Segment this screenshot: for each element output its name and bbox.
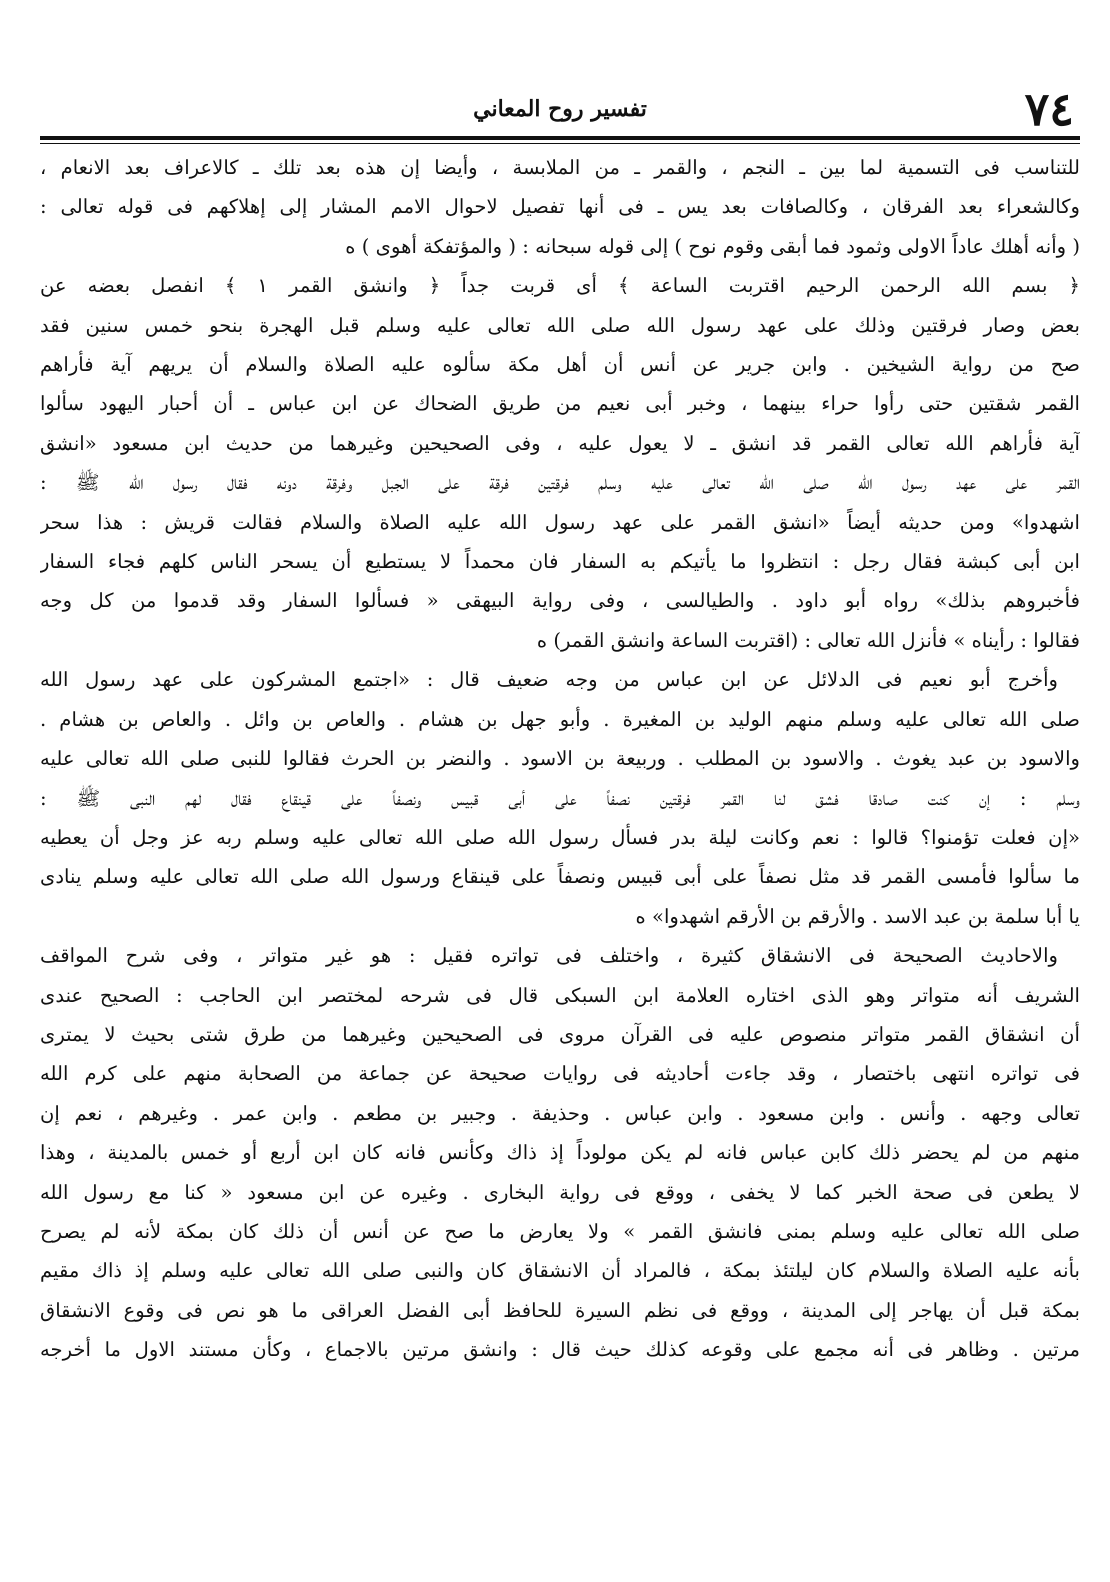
text-line: والاسود بن عبد يغوث . والاسود بن المطلب . وربيعة بن الاسود . والنضر بن الحرث فقالوا للنبى صلى الله تعالى عليه bbox=[40, 747, 1080, 771]
text-line: «إن فعلت تؤمنوا؟ قالوا : نعم وكانت ليلة بدر فسأل رسول الله صلى الله تعالى عليه وسلم ربه عز وجل أن يعطيه bbox=[40, 825, 1080, 849]
text-line: فأخبروهم بذلك» رواه أبو داود . والطيالسى ، وفى رواية البيهقى « فسألوا السفار وقد قدموا من كل وجه bbox=[40, 589, 1080, 613]
text-line: وأخرج أبو نعيم فى الدلائل عن ابن عباس من وجه ضعيف قال : «اجتمع المشركون على عهد رسول الله bbox=[40, 668, 1058, 692]
page-header bbox=[40, 78, 1080, 134]
text-line: ما سألوا فأمسى القمر قد مثل نصفاً على أبى قبيس ونصفاً على قينقاع ورسول الله صلى الله تعالى عليه وسلم ينادى bbox=[40, 865, 1080, 889]
text-line: لا يطعن فى صحة الخبر كما لا يخفى ، ووقع فى رواية البخارى . وغيره عن ابن مسعود « كنا مع رسول الله bbox=[40, 1180, 1080, 1204]
body-text bbox=[40, 148, 1080, 1370]
text-line: فقالوا : رأيناه » فأنزل الله تعالى : (اقتربت الساعة وانشق القمر) ه bbox=[536, 628, 1080, 652]
text-line: أن انشقاق القمر متواتر منصوص عليه فى القرآن مروى فى الصحيحين وغيرهما من طرق شتى بحيث لا يمترى bbox=[40, 1022, 1080, 1046]
text-line: بعض وصار فرقتين وذلك على عهد رسول الله صلى الله تعالى عليه وسلم قبل الهجرة بنحو خمس سنين فقد bbox=[40, 313, 1080, 337]
text-line: فى تواتره انتهى باختصار ، وقد جاءت أحاديثه فى روايات صحيحة عن جماعة من الصحابة منهم على كرم الله bbox=[40, 1062, 1080, 1086]
text-line: وكالشعراء بعد الفرقان ، وكالصافات بعد يس ـ فى أنها تفصيل لاحوال الامم المشار إلى إهلاكهم فى قوله تعالى : bbox=[40, 195, 1080, 219]
text-line: اشهدوا» ومن حديثه أيضاً «انشق القمر على عهد رسول الله عليه الصلاة والسلام فقالت قريش : هذا سحر bbox=[40, 510, 1080, 534]
header-rule bbox=[40, 136, 1080, 140]
page-number: ٧٤ bbox=[1024, 82, 1074, 136]
text-line: وسلم : إن كنت صادقا فشق لنا القمر فرقتين نصفاً على أبى قبيس ونصفاً على قينقاع فقال لهم النبى ﷺ : bbox=[40, 786, 1080, 810]
text-line: ( وأنه أهلك عاداً الاولى وثمود فما أبقى وقوم نوح ) إلى قوله سبحانه : ( والمؤتفكة أهوى ) ه bbox=[345, 234, 1080, 258]
text-line: يا أبا سلمة بن عبد الاسد . والأرقم بن الأرقم اشهدوا» ه bbox=[635, 904, 1080, 928]
text-line: القمر على عهد رسول الله صلى الله تعالى عليه وسلم فرقتين فرقة على الجبل وفرقة دونه فقال رسول الله ﷺ : bbox=[40, 471, 1080, 495]
text-line: منهم من لم يحضر ذلك كابن عباس فانه لم يكن مولوداً إذ ذاك وكأنس فانه كان ابن أربع أو خمس بالمدينة ، وهذا bbox=[40, 1141, 1080, 1165]
text-line: ابن أبى كبشة فقال رجل : انتظروا ما يأتيكم به السفار فان محمداً لا يستطيع أن يسحر الناس كلهم فجاء السفار bbox=[40, 550, 1080, 574]
running-title: تفسير روح المعاني bbox=[473, 96, 647, 122]
text-line: للتناسب فى التسمية لما بين ـ النجم ، والقمر ـ من الملابسة ، وأيضا إن هذه بعد تلك ـ كالاعراف بعد الانعام ، bbox=[40, 156, 1080, 179]
text-line: صح من رواية الشيخين . وابن جرير عن أنس أن أهل مكة سألوه عليه الصلاة والسلام أن يريهم آية فأراهم bbox=[40, 353, 1080, 377]
text-line: آية فأراهم الله تعالى القمر قد انشق ـ لا يعول عليه ، وفى الصحيحين وغيرهما من حديث ابن مسعود «انشق bbox=[40, 431, 1080, 455]
text-line: مرتين . وظاهر فى أنه مجمع على وقوعه كذلك حيث قال : وانشق مرتين بالاجماع ، وكأن مستند الاول ما أخرجه bbox=[40, 1338, 1080, 1362]
text-line: الشريف أنه متواتر وهو الذى اختاره العلامة ابن السبكى قال فى شرحه لمختصر ابن الحاجب : الصحيح عندى bbox=[40, 983, 1080, 1007]
text-line: بمكة قبل أن يهاجر إلى المدينة ، ووقع فى نظم السيرة للحافظ أبى الفضل العراقى ما هو نص فى وقوع الانشقاق bbox=[40, 1298, 1080, 1322]
text-line: ﴿ بسم الله الرحمن الرحيم اقتربت الساعة ﴾ أى قربت جداً ﴿ وانشق القمر ١ ﴾ انفصل بعضه عن bbox=[40, 274, 1080, 298]
text-line: بأنه عليه الصلاة والسلام كان ليلتئذ بمكة ، فالمراد أن الانشقاق كان والنبى صلى الله تعالى عليه وسلم إذ ذاك مقيم bbox=[40, 1259, 1080, 1283]
text-line: والاحاديث الصحيحة فى الانشقاق كثيرة ، واختلف فى تواتره فقيل : هو غير متواتر ، وفى شرح المواقف bbox=[40, 944, 1058, 968]
header-rule-thin bbox=[40, 143, 1080, 144]
text-line: تعالى وجهه . وأنس . وابن مسعود . وابن عباس . وحذيفة . وجبير بن مطعم . وابن عمر . وغيرهم ، نعم إن bbox=[40, 1101, 1080, 1125]
text-line: صلى الله تعالى عليه وسلم بمنى فانشق القمر » ولا يعارض ما صح عن أنس أن ذلك كان بمكة لأنه لم يصرح bbox=[40, 1219, 1080, 1243]
text-line: صلى الله تعالى عليه وسلم منهم الوليد بن المغيرة . وأبو جهل بن هشام . والعاص بن وائل . والعاص بن هشام . bbox=[40, 707, 1080, 731]
text-line: القمر شقتين حتى رأوا حراء بينهما ، وخبر أبى نعيم من طريق الضحاك عن ابن عباس ـ أن أحبار اليهود سألوا bbox=[40, 392, 1080, 416]
page bbox=[40, 78, 1080, 1370]
